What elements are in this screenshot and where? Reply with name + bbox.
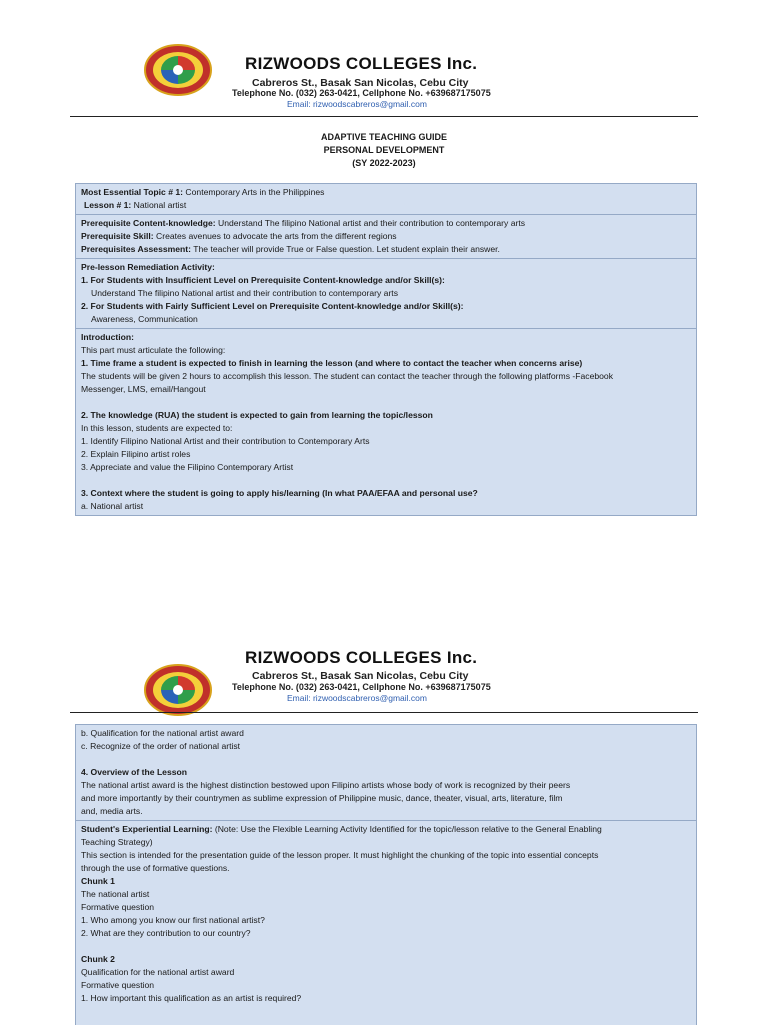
chunk1-topic: The national artist [81,889,150,899]
lesson-value: National artist [131,200,187,210]
school-name: RIZWOODS COLLEGES Inc. [245,54,478,73]
intro-sub: This part must articulate the following: [81,345,226,355]
overview-line: and, media arts. [81,806,143,816]
school-telephone: Telephone No. (032) 263-0421, Cellphone No. +639687175075 [232,88,491,98]
objective-item: 3. Appreciate and value the Filipino Contemporary Artist [81,462,294,472]
intro-item-3-a: a. National artist [81,501,144,511]
school-seal-icon [144,44,212,96]
intro-item-1-text-a: The students will be given 2 hours to accomplish this lesson. The student can contact the teacher through the following platforms -Facebook [81,371,613,381]
chunk2-topic: Qualification for the national artist award [81,967,235,977]
letterhead [0,620,768,735]
chunk1-question-1: 1. Who among you know our first national artist? [81,915,265,925]
intro-title: Introduction: [81,332,134,342]
prereq-assess-value: The teacher will provide True or False question. Let student explain their answer. [191,244,500,254]
experiential-label: Student's Experiential Learning: [81,824,213,834]
intro-item-1: 1. Time frame a student is expected to finish in learning the lesson (and where to contact the teacher when concerns arise) [81,358,583,368]
chunk2-question-1: 1. How important this qualification as an artist is required? [81,993,302,1003]
overview-title: 4. Overview of the Lesson [81,767,188,777]
intro-item-1-text-b: Messenger, LMS, email/Hangout [81,384,206,394]
header-divider [70,712,698,713]
header-divider [70,116,698,117]
remediation-item-2: 2. For Students with Fairly Sufficient Level on Prerequisite Content-knowledge and/or Skill(s): [81,301,464,311]
school-address: Cabreros St., Basak San Nicolas, Cebu City [252,77,469,89]
experiential-note-b: Teaching Strategy) [81,837,153,847]
school-telephone: Telephone No. (032) 263-0421, Cellphone No. +639687175075 [232,682,491,692]
remediation-title: Pre-lesson Remediation Activity: [81,262,215,272]
chunk2-title: Chunk 2 [81,954,115,964]
remediation-item-2-detail: Awareness, Communication [91,314,198,324]
topic-label: Most Essential Topic # 1: [81,187,184,197]
overview-line: and more importantly by their countrymen as sublime expression of Philippine music, dance, theater, visual, arts, literature, film [81,793,563,803]
guide-table-page2 [75,724,697,1025]
guide-title-line2: PERSONAL DEVELOPMENT [323,145,445,155]
chunk2-formative-label: Formative question [81,980,155,990]
document-page-2 [0,620,768,1024]
remediation-cell [76,259,696,329]
prereq-skill-value: Creates avenues to advocate the arts from the different regions [153,231,397,241]
overview-cell [76,725,696,821]
section-line: This section is intended for the presentation guide of the lesson proper. It must highlight the chunking of the topic into essential concepts [81,850,599,860]
lesson-label: Lesson # 1: [84,200,132,210]
guide-title-line3: (SY 2022-2023) [352,158,416,168]
remediation-item-1-detail: Understand The filipino National artist and their contribution to contemporary arts [91,288,398,298]
prereq-content-label: Prerequisite Content-knowledge: [81,218,216,228]
prereq-assess-label: Prerequisites Assessment: [81,244,192,254]
guide-table-page1 [75,183,697,516]
school-seal-icon [144,664,212,716]
overview-line: The national artist award is the highest distinction bestowed upon Filipino artists whose body of work is recognized by their peers [81,780,571,790]
intro-item-2: 2. The knowledge (RUA) the student is expected to gain from learning the topic/lesson [81,410,433,420]
intro-item-2-sub: In this lesson, students are expected to: [81,423,233,433]
school-email[interactable]: Email: rizwoodscabreros@gmail.com [287,693,427,703]
school-address: Cabreros St., Basak San Nicolas, Cebu City [252,670,469,682]
guide-title-line1: ADAPTIVE TEACHING GUIDE [320,132,447,142]
objective-item: 1. Identify Filipino National Artist and their contribution to Contemporary Arts [81,436,370,446]
topic-value: Contemporary Arts in the Philippines [183,187,325,197]
context-item: b. Qualification for the national artist award [81,728,244,738]
chunk1-formative-label: Formative question [81,902,155,912]
experiential-learning-cell [76,821,696,1025]
objective-item: 2. Explain Filipino artist roles [81,449,191,459]
chunk1-question-2: 2. What are they contribution to our country? [81,928,251,938]
remediation-item-1: 1. For Students with Insufficient Level on Prerequisite Content-knowledge and/or Skill(s): [81,275,445,285]
school-email[interactable]: Email: rizwoodscabreros@gmail.com [287,99,427,109]
introduction-cell [76,329,696,515]
chunk1-title: Chunk 1 [81,876,115,886]
topic-cell [76,184,696,215]
experiential-note-a: (Note: Use the Flexible Learning Activity Identified for the topic/lesson relative to the General Enabling [212,824,602,834]
school-name: RIZWOODS COLLEGES Inc. [245,648,478,667]
prerequisite-cell [76,215,696,259]
letterhead [0,0,768,115]
intro-item-3: 3. Context where the student is going to apply his/learning (In what PAA/EFAA and personal use? [81,488,478,498]
context-item: c. Recognize of the order of national artist [81,741,241,751]
prereq-content-value: Understand The filipino National artist and their contribution to contemporary arts [215,218,526,228]
section-line: through the use of formative questions. [81,863,230,873]
prereq-skill-label: Prerequisite Skill: [81,231,154,241]
